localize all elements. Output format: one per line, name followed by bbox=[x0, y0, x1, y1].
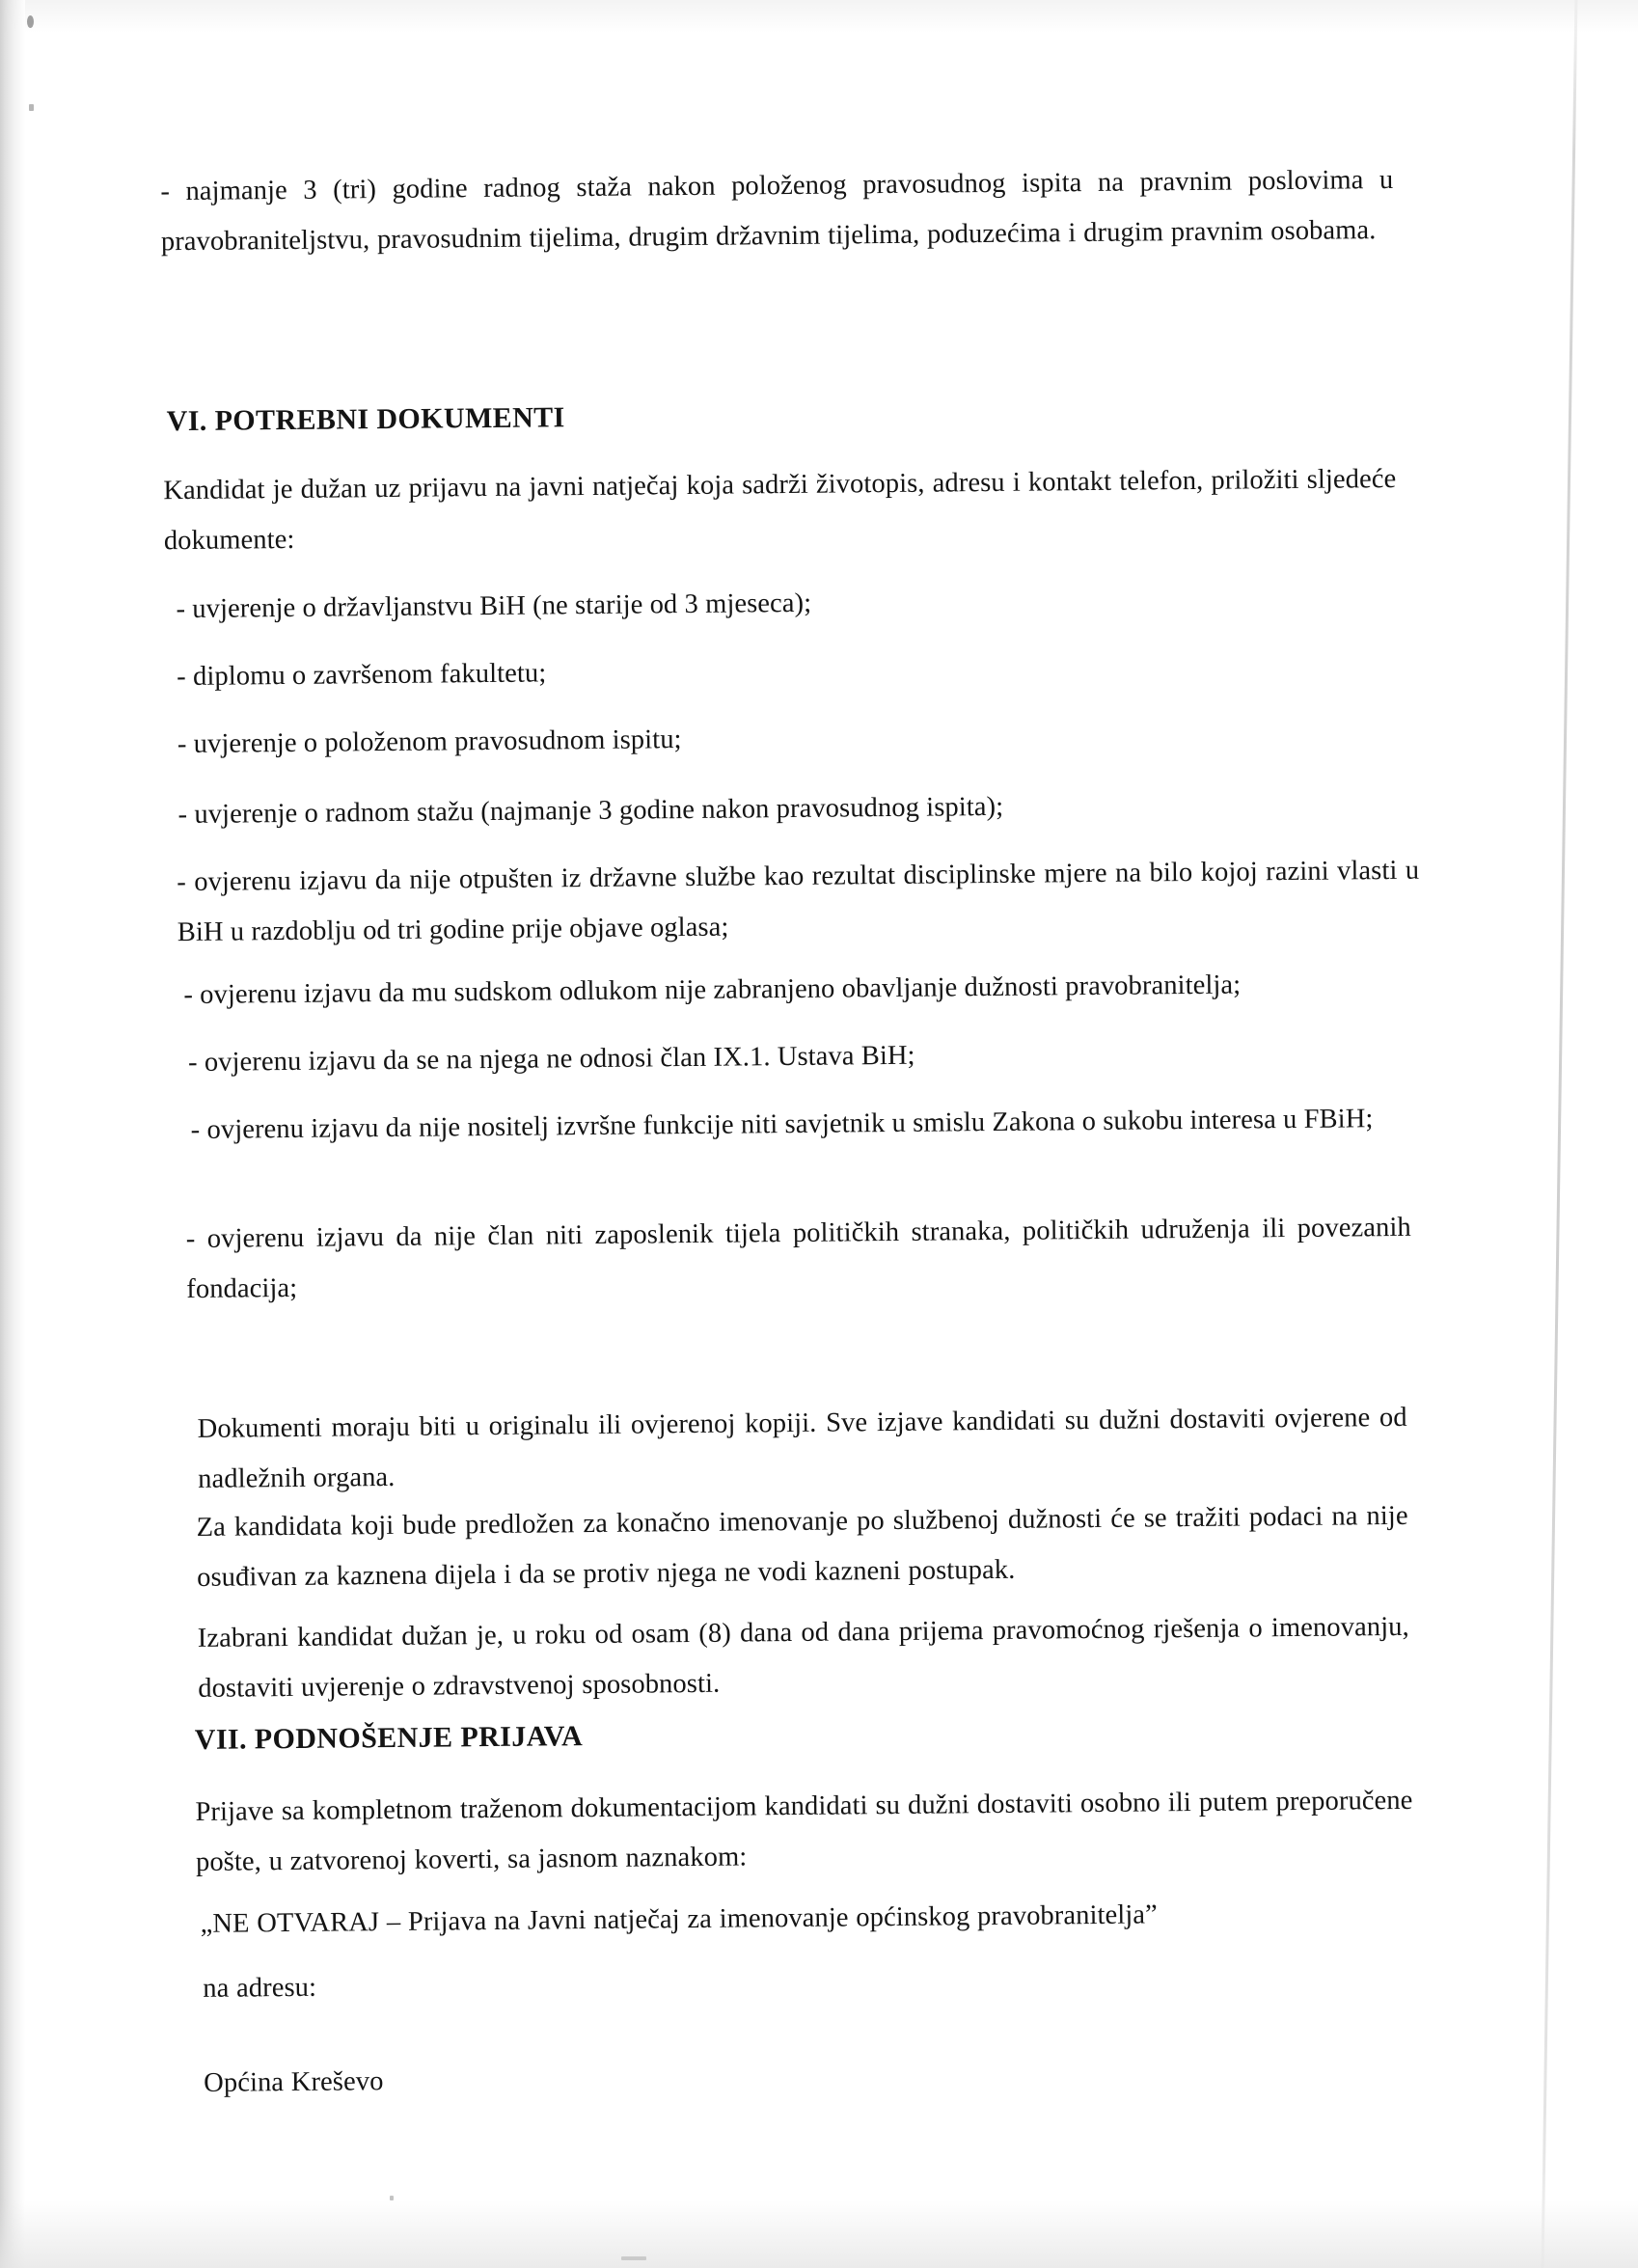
note-criminal-record-check: Za kandidata koji bude predložen za konačno imenovanje po službenoj dužnosti će se tražiti podaci na nije osuđivan za kaznena dijela i da se protiv njega ne vodi kazneni postupak. bbox=[196, 1500, 1408, 1593]
scan-shadow-bottom bbox=[0, 2200, 1638, 2268]
page-edge-line bbox=[1541, 0, 1578, 2268]
list-item: - uvjerenje o položenom pravosudnom ispitu; bbox=[177, 724, 682, 760]
list-item: - ovjerenu izjavu da nije nositelj izvršne funkcije niti savjetnik u smislu Zakona o sukobu interesa u FBiH; bbox=[190, 1104, 1374, 1145]
list-item: - uvjerenje o radnom stažu (najmanje 3 godine nakon pravosudnog ispita); bbox=[177, 791, 1004, 831]
list-item: - uvjerenje o državljanstvu BiH (ne starije od 3 mjeseca); bbox=[176, 587, 812, 625]
envelope-marking-text: „NE OTVARAJ – Prijava na Javni natječaj za imenovanje općinskog pravobranitelja” bbox=[200, 1899, 1158, 1939]
address-line: Općina Kreševo bbox=[204, 2066, 384, 2098]
list-item: - ovjerenu izjavu da nije član niti zaposlenik tijela političkih stranaka, političkih udruženja ili povezanih fondacija; bbox=[185, 1212, 1411, 1305]
scan-speck bbox=[27, 15, 34, 28]
scan-speck bbox=[29, 104, 34, 111]
qualification-requirement-paragraph: - najmanje 3 (tri) godine radnog staža nakon položenog pravosudnog ispita na pravnim poslovima u pravobraniteljstvu, pravosudnim tijelima, drugim državnim tijelima, poduzećima i drugim pravnim osobama. bbox=[160, 164, 1394, 258]
note-originals-and-certification: Dokumenti moraju biti u originalu ili ovjerenoj kopiji. Sve izjave kandidati su dužni dostaviti ovjerene od nadležnih organa. bbox=[197, 1402, 1407, 1494]
list-item: - ovjerenu izjavu da nije otpušten iz državne službe kao rezultat disciplinske mjere na bilo kojoj razini vlasti u BiH u razdoblju od tri godine prije objave oglasa; bbox=[177, 855, 1420, 948]
section-vii-lead-paragraph: Prijave sa kompletnom traženom dokumentacijom kandidati su dužni dostaviti osobno ili putem preporučene pošte, u zatvorenoj koverti, sa jasnom naznakom: bbox=[195, 1785, 1413, 1877]
address-label: na adresu: bbox=[203, 1972, 317, 2004]
scan-speck bbox=[390, 2196, 394, 2200]
note-health-certificate: Izabrani kandidat dužan je, u roku od osam (8) dana od dana prijema pravomoćnog rješenja o imenovanju, dostaviti uvjerenje o zdravstvenoj sposobnosti. bbox=[197, 1611, 1409, 1704]
section-heading-vi: VI. POTREBNI DOKUMENTI bbox=[166, 401, 565, 438]
scan-speck bbox=[621, 2256, 646, 2260]
scan-shadow-left bbox=[0, 0, 25, 2268]
section-vi-lead-paragraph: Kandidat je dužan uz prijavu na javni natječaj koja sadrži životopis, adresu i kontakt telefon, priložiti sljedeće dokumente: bbox=[163, 463, 1397, 557]
list-item: - ovjerenu izjavu da mu sudskom odlukom nije zabranjeno obavljanje dužnosti pravobranitelja; bbox=[183, 970, 1242, 1011]
section-heading-vii: VII. PODNOŠENJE PRIJAVA bbox=[194, 1720, 584, 1756]
list-item: - diplomu o završenom fakultetu; bbox=[177, 658, 547, 693]
scan-shadow-top bbox=[0, 0, 1638, 33]
list-item: - ovjerenu izjavu da se na njega ne odnosi član IX.1. Ustava BiH; bbox=[187, 1040, 915, 1079]
